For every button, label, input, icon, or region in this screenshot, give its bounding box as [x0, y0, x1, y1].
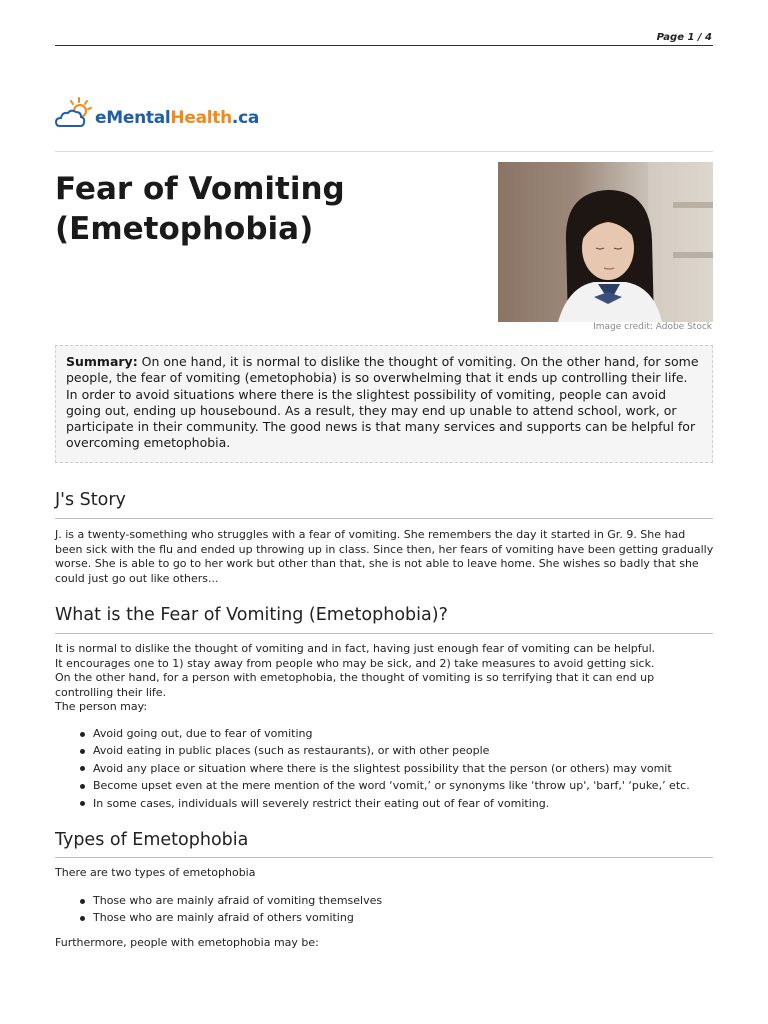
what-bullet-list — [78, 725, 718, 812]
top-rule — [55, 45, 713, 46]
types-heading: Types of Emetophobia — [55, 830, 249, 850]
list-item: Those who are mainly afraid of others vomiting — [78, 909, 718, 926]
list-item: Those who are mainly afraid of vomiting themselves — [78, 892, 718, 909]
what-heading: What is the Fear of Vomiting (Emetophobia)? — [55, 605, 448, 625]
story-body: J. is a twenty-something who struggles with a fear of vomiting. She remembers the day it started in Gr. 9. She had been sick with the flu and ended up throwing up in class. Since then, her fears of vomiting have been getting gradually worse. She is able to go to her work but other than that, she is not able to leave home. She wishes so badly that she could just go out like others... — [55, 528, 714, 585]
page-title: Fear of Vomiting (Emetophobia) — [55, 171, 345, 247]
what-rule — [55, 633, 713, 634]
what-line-4: The person may: — [55, 700, 148, 714]
what-line-2: It encourages one to 1) stay away from people who may be sick, and 2) take measures to avoid getting sick. — [55, 656, 655, 670]
types-outro: Furthermore, people with emetophobia may be: — [55, 936, 319, 949]
types-rule — [55, 857, 713, 858]
logo-wordmark: eMentalHealth.ca — [95, 108, 260, 128]
list-item: Avoid going out, due to fear of vomiting — [78, 725, 718, 742]
image-credit: Image credit: Adobe Stock — [593, 322, 712, 332]
summary-box — [55, 345, 713, 463]
list-item: Avoid any place or situation where there is the slightest possibility that the person (or others) may vomit — [78, 760, 718, 777]
what-line-1: It is normal to dislike the thought of vomiting and in fact, having just enough fear of vomiting can be helpful. — [55, 642, 656, 655]
summary-label: Summary: — [66, 354, 138, 369]
summary-text: On one hand, it is normal to dislike the thought of vomiting. On the other hand, for some people, the fear of vomiting (emetophobia) is so overwhelming that it ends up controlling their life. In order to avoid situations where there is the slightest possibility of vomiting, people can avoid going out, ending up housebound. As a result, they may end up unable to attend school, work, or participate in their community. The good news is that many services and supports can be helpful for overcoming emetophobia. — [66, 354, 699, 451]
list-item: In some cases, individuals will severely restrict their eating out of fear of vomiting. — [78, 795, 718, 812]
girl-photo — [498, 162, 713, 322]
what-line-3: On the other hand, for a person with emetophobia, the thought of vomiting is so terrifying that it can end up controlling their life. — [55, 671, 655, 699]
header-rule — [55, 151, 713, 152]
cloud-sun-icon — [55, 96, 93, 130]
what-body — [55, 642, 715, 715]
emental-health-logo[interactable] — [55, 94, 259, 130]
list-item: Become upset even at the mere mention of the word ‘vomit,’ or synonyms like ‘throw up', 'barf,' ‘puke,’ etc. — [78, 777, 718, 794]
story-rule — [55, 518, 713, 519]
story-heading: J's Story — [55, 490, 126, 510]
types-bullet-list — [78, 892, 718, 927]
list-item: Avoid eating in public places (such as restaurants), or with other people — [78, 742, 718, 759]
types-intro: There are two types of emetophobia — [55, 866, 256, 879]
page-number: Page 1 / 4 — [656, 32, 712, 43]
